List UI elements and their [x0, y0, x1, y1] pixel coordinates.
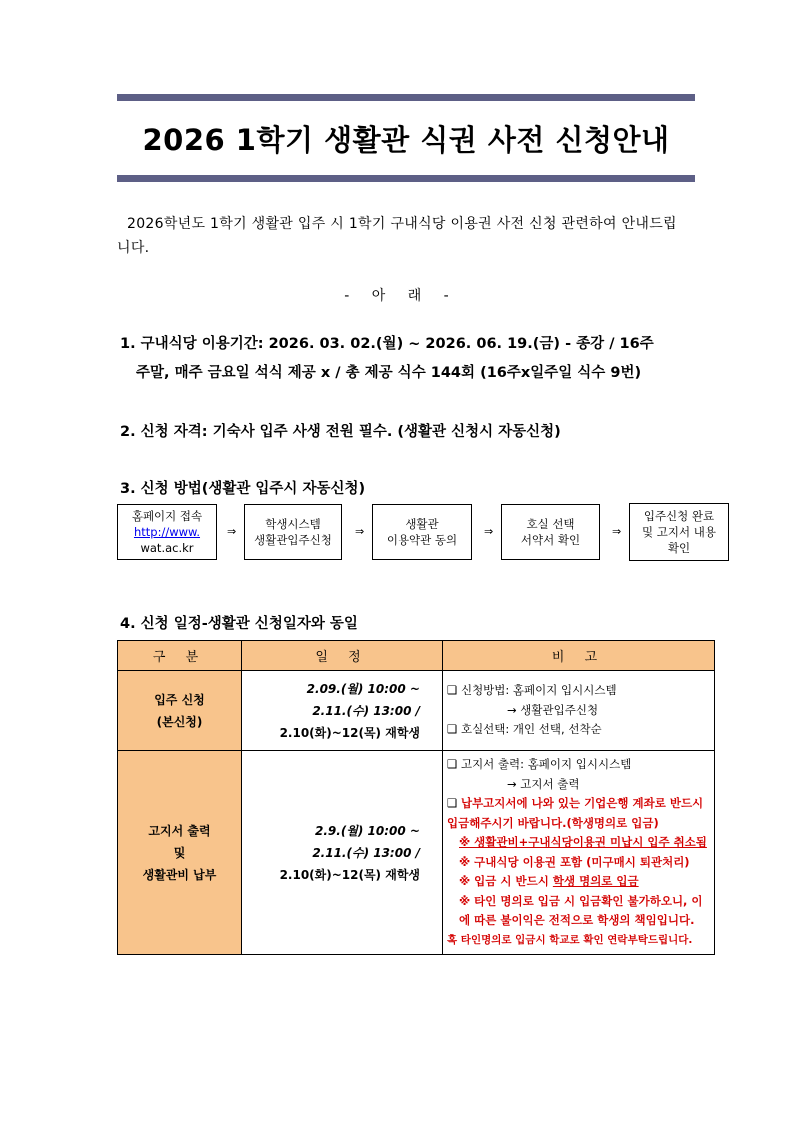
section-2-eligibility: 2. 신청 자격: 기숙사 입주 사생 전원 필수. (생활관 신청시 자동신청) [120, 424, 561, 440]
note-line: ❑ 고지서 출력: 홈페이지 입시시스템 [447, 757, 632, 771]
note-line [447, 794, 710, 833]
notice-text: ※ 입금 시 반드시 [459, 874, 553, 888]
category-cell [118, 671, 242, 751]
schedule-table [117, 640, 715, 955]
red-notice [447, 872, 710, 892]
note-line: ❑ 호실선택: 개인 선택, 선착순 [447, 722, 602, 737]
cell-text: (본신청) [156, 714, 203, 729]
red-notice: 혹 타인명의로 입금시 학교로 확인 연락부탁드립니다. [447, 933, 693, 946]
notice-heading: - 아 래 - [344, 288, 449, 304]
red-notice: ※ 생활관비+구내식당이용권 미납시 입주 취소됨 [459, 835, 707, 849]
flow-step-label: 이용약관 동의 [386, 533, 458, 547]
table-header: 비 고 [443, 641, 715, 671]
cell-text: 고지서 출력 [148, 823, 211, 838]
table-header: 구 분 [118, 641, 242, 671]
cell-text: 및 [173, 845, 186, 860]
flow-step-label: 확인 [667, 541, 691, 555]
red-notice: 납부고지서에 나와 있는 기업은행 계좌로 반드시 입금해주시기 바랍니다.(학생명의로 입금) [447, 796, 704, 830]
cell-text: 2.09.(월) 10:00 ~ [306, 681, 420, 696]
flow-step-complete [629, 503, 729, 561]
section-3-method: 3. 신청 방법(생활관 입주시 자동신청) [120, 481, 366, 497]
table-row [118, 671, 715, 751]
table-header: 일 정 [242, 641, 443, 671]
red-notice: ※ 타인 명의로 입금 시 입금확인 불가하오니, 이에 따른 불이익은 전적으로 학생의 책임입니다. [459, 893, 703, 927]
notice-text: 학생 명의로 입금 [552, 874, 639, 888]
category-cell [118, 751, 242, 955]
section-1-detail: 주말, 매주 금요일 석식 제공 x / 총 제공 식수 144회 (16주x일주일 식수 9번) [136, 365, 642, 381]
red-notice: ※ 구내식당 이용권 포함 (미구매시 퇴관처리) [459, 854, 690, 869]
flow-step-label: 입주신청 완료 [643, 509, 715, 523]
note-line: → 생활관입주신청 [507, 702, 599, 717]
cell-text: 2.9.(월) 10:00 ~ [315, 823, 420, 838]
flow-arrow: ⇒ [227, 525, 237, 538]
flow-arrow: ⇒ [612, 525, 622, 538]
flow-step-label: 홈페이지 접속 [131, 509, 203, 523]
flow-step-label: 서약서 확인 [520, 533, 581, 547]
intro-paragraph: 2026학년도 1학기 생활관 입주 시 1학기 구내식당 이용권 사전 신청 관련하여 안내드립니다. [117, 216, 677, 256]
flow-arrow: ⇒ [355, 525, 365, 538]
schedule-cell [242, 751, 443, 955]
title-bottom-bar [117, 175, 695, 182]
flow-step-agreement [372, 504, 472, 560]
cell-text: 생활관비 납부 [142, 867, 217, 882]
note-cell [443, 671, 715, 751]
cell-text: 2.11.(수) 13:00 / [312, 703, 420, 718]
checkbox-bullet: ❑ [447, 796, 461, 810]
cell-text: 2.10(화)~12(목) 재학생 [279, 725, 420, 740]
title-top-bar [117, 94, 695, 101]
cell-text: 2.11.(수) 13:00 / [312, 845, 420, 860]
page-title: 2026 1학기 생활관 식권 사전 신청안내 [142, 123, 670, 157]
section-4-schedule: 4. 신청 일정-생활관 신청일자와 동일 [120, 616, 358, 632]
flow-step-room-select [501, 504, 600, 560]
flow-step-label: 호실 선택 [526, 517, 575, 531]
cell-text: 2.10(화)~12(목) 재학생 [279, 867, 420, 882]
flow-step-label: 학생시스템 [265, 517, 321, 531]
flow-step-label: wat.ac.kr [140, 541, 194, 555]
cell-text: 입주 신청 [154, 692, 205, 707]
homepage-link[interactable]: http://www. [133, 525, 201, 539]
table-row [118, 751, 715, 955]
flow-step-student-system [244, 504, 342, 560]
flow-step-homepage [117, 504, 217, 560]
section-1-period: 1. 구내식당 이용기간: 2026. 03. 02.(월) ~ 2026. 06. 19.(금) - 종강 / 16주 [120, 336, 654, 352]
flow-arrow: ⇒ [484, 525, 494, 538]
note-line: → 고지서 출력 [507, 776, 580, 791]
flow-step-label: 생활관입주신청 [254, 533, 332, 547]
schedule-cell [242, 671, 443, 751]
table-header-row [118, 641, 715, 671]
flow-step-label: 생활관 [405, 517, 439, 531]
note-cell [443, 751, 715, 955]
note-line: ❑ 신청방법: 홈페이지 입시시스템 [447, 683, 617, 698]
flow-step-label: 및 고지서 내용 [642, 525, 716, 539]
